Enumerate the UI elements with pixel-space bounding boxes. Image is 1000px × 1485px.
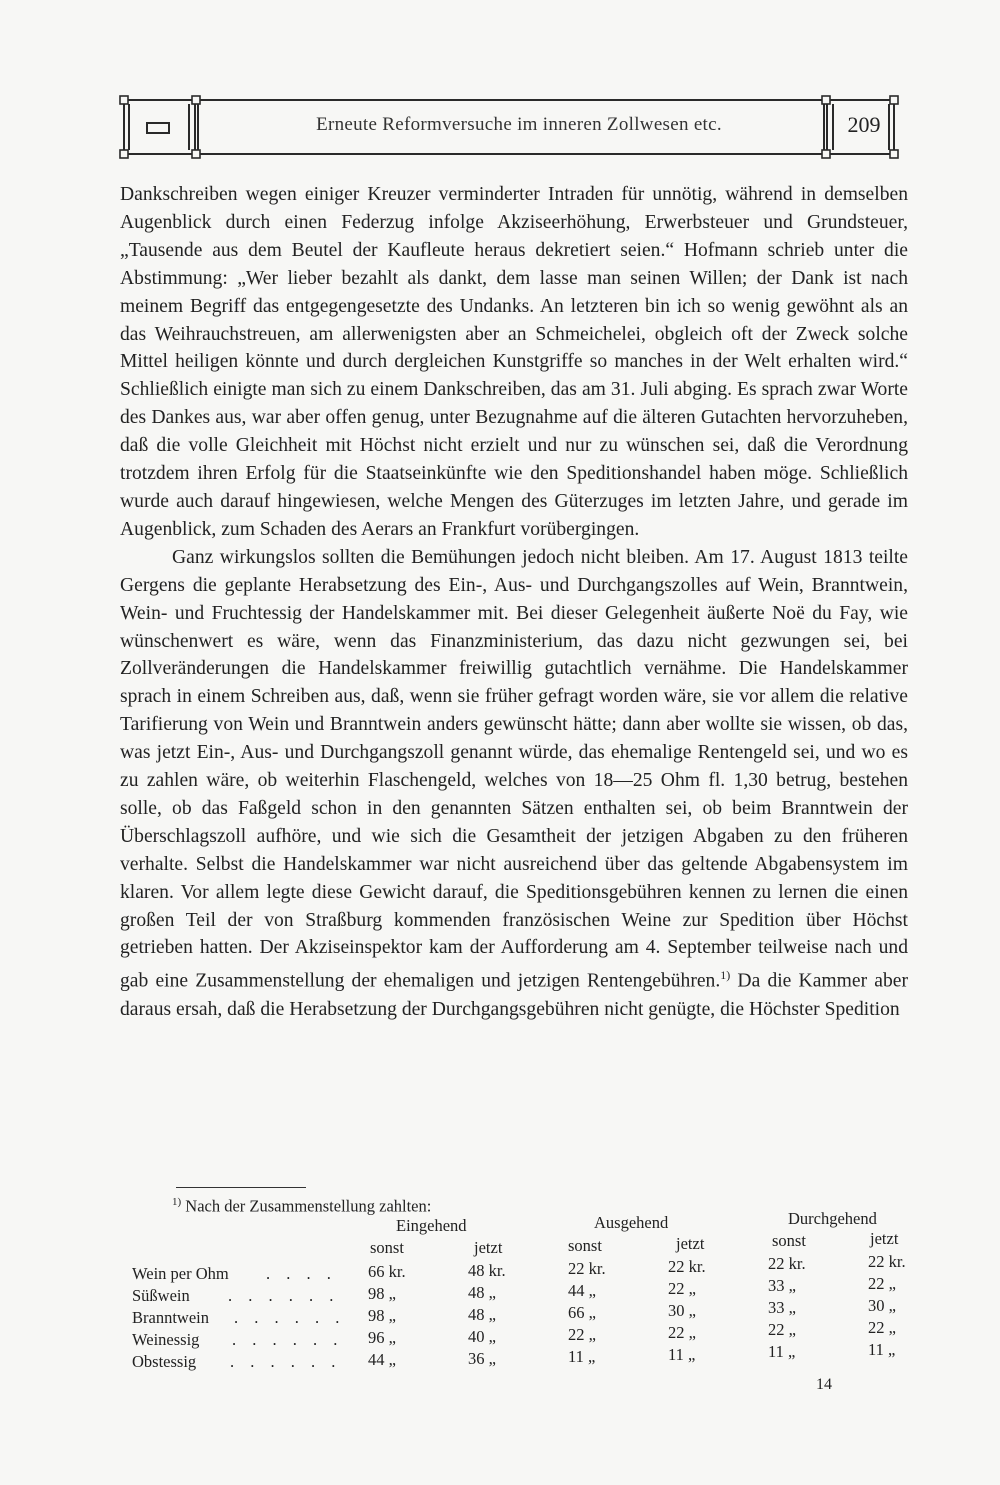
table-cell: 11 „	[768, 1342, 796, 1361]
table-cell: 22 „	[868, 1274, 896, 1293]
subheader: jetzt	[870, 1229, 899, 1248]
table-cell: 33 „	[768, 1298, 796, 1317]
table-cell: 36 „	[468, 1349, 496, 1368]
table-cell: 33 „	[768, 1276, 796, 1295]
table-cell: 30 „	[868, 1296, 896, 1315]
subheader: sonst	[568, 1236, 602, 1255]
footnote-intro-text: Nach der Zusammenstellung zahlten:	[185, 1196, 432, 1216]
group-header-eingehend: Eingehend	[396, 1216, 467, 1235]
table-cell: 30 „	[668, 1301, 696, 1320]
leader-dots: . . . . . .	[230, 1352, 342, 1371]
subheader: jetzt	[676, 1234, 705, 1253]
leader-dots: . . . . . .	[234, 1308, 346, 1327]
table-cell: 11 „	[868, 1340, 896, 1359]
table-cell: 22 kr.	[668, 1257, 706, 1276]
footnote-marker: 1)	[172, 1196, 182, 1208]
row-label: Branntwein	[132, 1308, 209, 1327]
table-cell: 44 „	[368, 1350, 396, 1369]
paragraph-text: Ganz wirkungslos sollten die Bemühungen jedoch nicht bleiben. Am 17. August 1813 teilte Gergens die geplante Herabsetzung des Ein-, Aus- und Durchgangszolles auf Wein, Branntwein, Wein- und Fruchtessig der Handelskammer mit. Bei dieser Gelegenheit äußerte Noë du Fay, wie wünschenwert es wäre, wenn das Finanzministerium, das dazu nicht gezwungen sei, bei Zollveränderungen die Handelskammer freiwillig gutachtlich vernähme. Die Handelskammer sprach in einem Schreiben aus, daß, wenn sie früher gefragt worden wäre, sie vor allem die relative Tarifierung von Wein und Branntwein anders gewünscht hätte; dann aber wollte sie wissen, ob das, was jetzt Ein-, Aus- und Durchgangszoll genannt würde, das ehemalige Rentengeld sei, und wo es zu zahlen wäre, ob weiterhin Flaschengeld, welches von 18—25 Ohm fl. 1,30 betrug, bestehen solle, ob das Faßgeld schon in den genannten Sätzen enthalten sei, ob beim Branntwein der Überschlagszoll aufhöre, und wie sich die Gesamtheit der jetzigen Abgaben zu den früheren verhalte. Selbst die Handelskammer war nicht ausreichend über das geltende Abgabensystem im klaren. Vor allem legte diese Gewicht darauf, die Speditionsgebühren kennen zu lernen die einen großen Teil der von Straßburg kommenden französischen Weine zur Spedition über Höchst getrieben hatten. Der Akziseinspektor kam der Aufforderung am 4. September teilweise nach und gab eine Zusammenstellung der ehemaligen und jetzigen Rentengebühren.	[120, 546, 908, 992]
table-cell: 22 „	[668, 1323, 696, 1342]
table-cell: 48 „	[468, 1305, 496, 1324]
table-cell: 22 „	[768, 1320, 796, 1339]
table-cell: 22 kr.	[868, 1252, 906, 1271]
row-label: Obstessig	[132, 1352, 197, 1371]
table-cell: 11 „	[668, 1345, 696, 1364]
table-cell: 22 „	[868, 1318, 896, 1337]
table-cell: 48 „	[468, 1283, 496, 1302]
table-cell: 11 „	[568, 1347, 596, 1366]
paragraph: Dankschreiben wegen einiger Kreuzer verminderter Intraden für unnötig, während in demselben Augenblick durch einen Federzug infolge Akziseerhöhung, Erwerbsteuer und Grundsteuer, „Tausende aus dem Beutel der Kaufleute heraus dekretiert seien.“ Hofmann schrieb unter die Abstimmung: „Wer lieber bezahlt als dankt, dem lasse man seinen Willen; der Dank ist nach meinem Begriff das entgegengesetzte des Undanks. An letzteren bin ich so wenig gewöhnt als an das Weihrauchstreuen, am allerwenigsten aber an Schmeichelei, obgleich oft der Zweck solche Mittel heiligen könnte und durch dergleichen Kunstgriffe so manches in der Welt erhalten wird.“ Schließlich einigte man sich zu einem Dankschreiben, das am 31. Juli abging. Es sprach zwar Worte des Dankes aus, war aber offen genug, unter Bezugnahme auf die älteren Gutachten hervorzuheben, daß die volle Gleichheit mit Höchst nicht erzielt und nur zu wünschen sei, daß die Verordnung trotzdem ihren Erfolg für die Staatseinkünfte wie den Speditionshandel haben möge. Schließlich wurde auch darauf hingewiesen, welche Mengen des Güterzuges im letzten Jahre, und gerade im Augenblick, zum Schaden des Aerars an Frankfurt vorübergingen.	[120, 184, 908, 540]
group-header-durchgehend: Durchgehend	[788, 1209, 877, 1228]
table-cell: 96 „	[368, 1328, 396, 1347]
row-label: Weinessig	[132, 1330, 200, 1349]
table-cell: 66 „	[568, 1303, 596, 1322]
subheader: sonst	[370, 1238, 404, 1257]
table-cell: 44 „	[568, 1281, 596, 1300]
page-number: 209	[847, 112, 881, 137]
subheader: sonst	[772, 1231, 806, 1250]
signature-mark: 14	[816, 1376, 832, 1393]
running-title: Erneute Reformversuche im inneren Zollwesen etc.	[316, 114, 722, 135]
row-label: Wein per Ohm	[132, 1264, 229, 1283]
table-cell: 40 „	[468, 1327, 496, 1346]
table-cell: 22 kr.	[768, 1254, 806, 1273]
table-cell: 98 „	[368, 1284, 396, 1303]
group-header-ausgehend: Ausgehend	[594, 1213, 669, 1232]
table-cell: 48 kr.	[468, 1261, 506, 1280]
row-label: Süßwein	[132, 1286, 190, 1305]
subheader: jetzt	[474, 1238, 503, 1257]
paragraph-text: Da die Kammer aber daraus ersah, daß die Herabsetzung der Durchgangsgebühren nicht genügte, die Höchster Spedition	[120, 970, 908, 1020]
leader-dots: . . . . . .	[232, 1330, 344, 1349]
table-cell: 66 kr.	[368, 1262, 406, 1281]
table-cell: 98 „	[368, 1306, 396, 1325]
footnote-reference: 1)	[720, 968, 731, 983]
leader-dots: . . . .	[266, 1264, 337, 1283]
table-cell: 22 kr.	[568, 1259, 606, 1278]
table-cell: 22 „	[668, 1279, 696, 1298]
table-cell: 22 „	[568, 1325, 596, 1344]
leader-dots: . . . . . .	[228, 1286, 340, 1305]
